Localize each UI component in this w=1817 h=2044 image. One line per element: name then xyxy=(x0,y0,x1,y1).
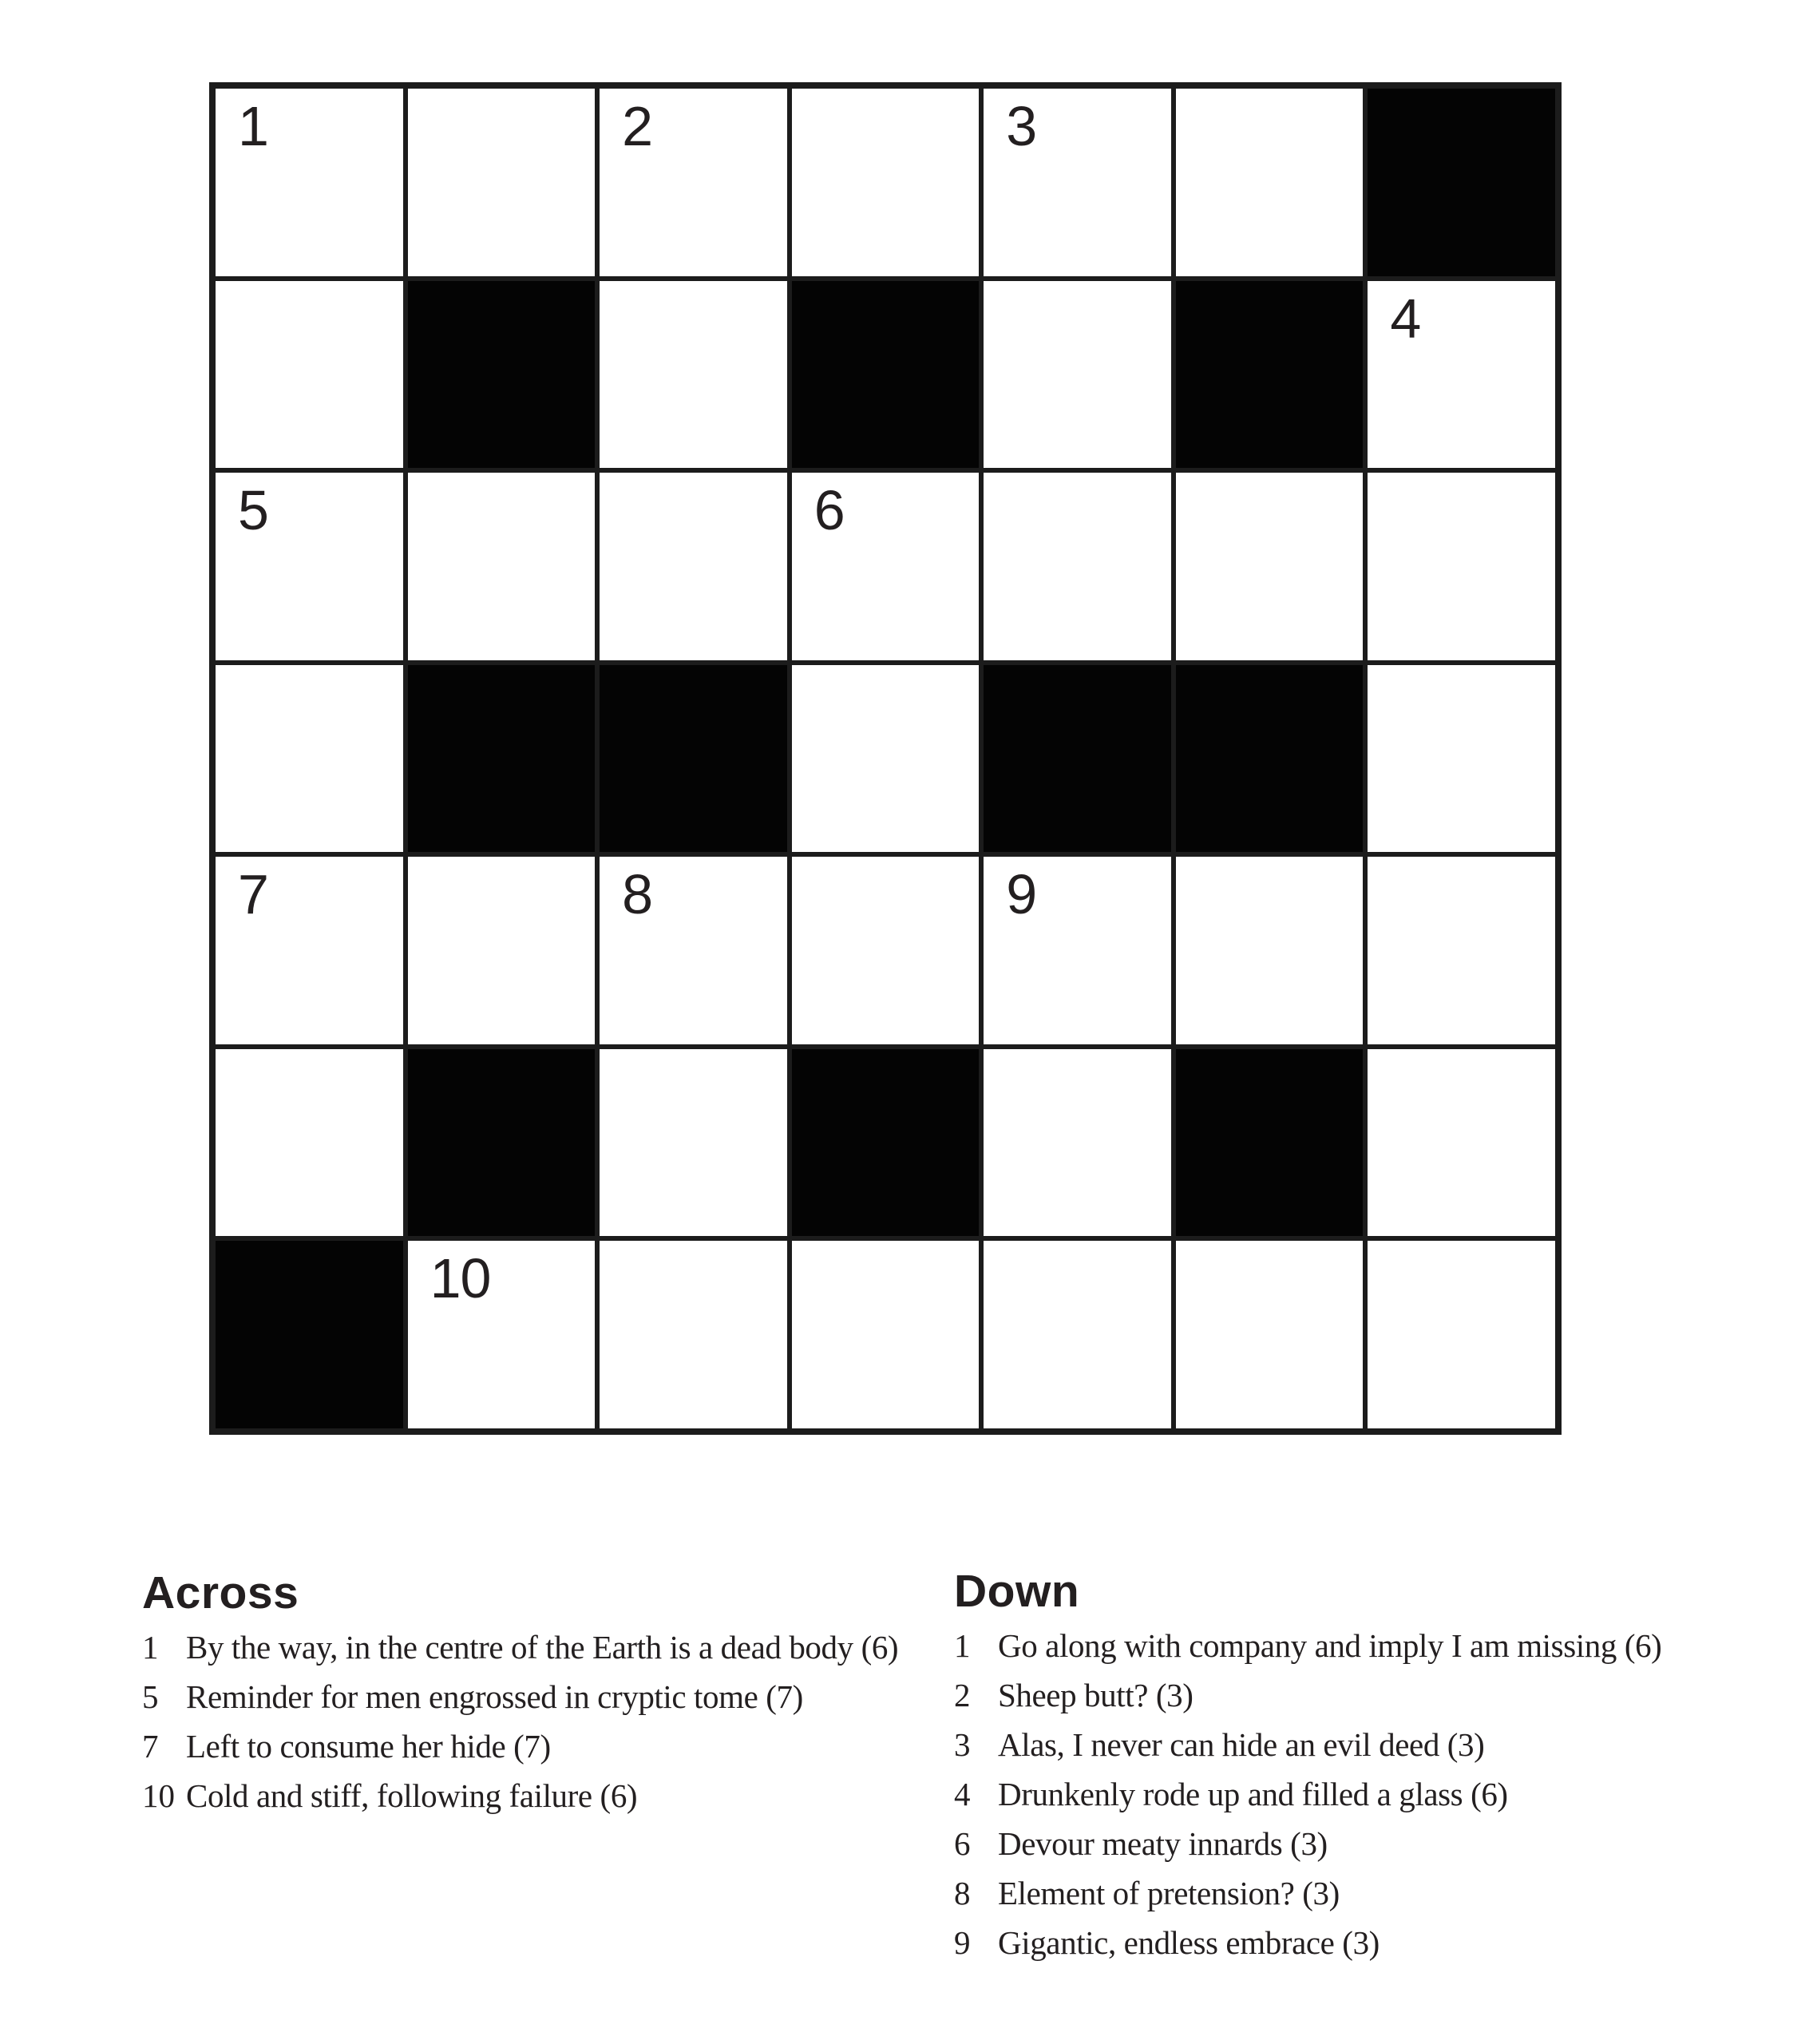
cell-number: 10 xyxy=(430,1247,491,1310)
cell-number: 5 xyxy=(238,479,268,542)
grid-cell[interactable] xyxy=(984,1049,1171,1237)
grid-cell[interactable] xyxy=(1176,473,1364,660)
clue-text: Devour meaty innards (3) xyxy=(998,1825,1328,1862)
grid-cell[interactable] xyxy=(600,1049,787,1237)
clue-down-8 xyxy=(954,1868,1661,1918)
grid-cell-black xyxy=(216,1241,403,1428)
grid-cell[interactable] xyxy=(1176,89,1364,276)
across-clue-list xyxy=(142,1622,898,1820)
clue-number: 8 xyxy=(954,1875,971,1911)
grid-cell-black xyxy=(792,281,980,469)
grid-cell[interactable] xyxy=(600,857,787,1044)
clue-across-5 xyxy=(142,1672,898,1721)
grid-cell[interactable] xyxy=(792,473,980,660)
cell-number: 8 xyxy=(622,863,653,926)
grid-cell[interactable] xyxy=(600,89,787,276)
clue-number: 1 xyxy=(142,1629,159,1666)
clue-text: Go along with company and imply I am missing (6) xyxy=(998,1627,1662,1664)
across-heading: Across xyxy=(142,1567,299,1618)
grid-cell[interactable] xyxy=(600,281,787,469)
grid-cell[interactable] xyxy=(1368,665,1555,853)
grid-cell-black xyxy=(408,665,596,853)
grid-cell-black xyxy=(984,665,1171,853)
clue-down-9 xyxy=(954,1918,1661,1967)
grid-cell[interactable] xyxy=(1368,1241,1555,1428)
across-clues-section xyxy=(142,1568,898,1820)
grid-cell[interactable] xyxy=(792,857,980,1044)
grid-cell[interactable] xyxy=(216,665,403,853)
clue-text: Cold and stiff, following failure (6) xyxy=(186,1777,638,1814)
cell-number: 2 xyxy=(622,95,653,157)
clue-text: Reminder for men engrossed in cryptic tome (7) xyxy=(186,1678,803,1715)
clue-text: Element of pretension? (3) xyxy=(998,1875,1340,1911)
grid-cell[interactable] xyxy=(216,281,403,469)
grid-cell[interactable] xyxy=(216,1049,403,1237)
grid-cell[interactable] xyxy=(984,281,1171,469)
grid-cell[interactable] xyxy=(792,665,980,853)
cell-number: 7 xyxy=(238,863,268,926)
cell-number: 9 xyxy=(1006,863,1037,926)
clue-down-4 xyxy=(954,1769,1661,1819)
down-clue-list xyxy=(954,1621,1661,1967)
grid-cell-black xyxy=(1176,665,1364,853)
clue-number: 5 xyxy=(142,1678,159,1715)
grid-cell[interactable] xyxy=(792,1241,980,1428)
grid-cell-black xyxy=(600,665,787,853)
clue-text: Left to consume her hide (7) xyxy=(186,1728,551,1765)
clue-across-1 xyxy=(142,1622,898,1672)
clue-number: 7 xyxy=(142,1728,159,1765)
grid-cell-black xyxy=(408,1049,596,1237)
crossword-grid xyxy=(209,82,1562,1435)
grid-cell[interactable] xyxy=(600,1241,787,1428)
down-heading: Down xyxy=(954,1566,1080,1617)
grid-cell-black xyxy=(1368,89,1555,276)
grid-cell[interactable] xyxy=(408,473,596,660)
grid-cell[interactable] xyxy=(1368,281,1555,469)
cell-number: 3 xyxy=(1006,95,1037,157)
grid-cell[interactable] xyxy=(1176,857,1364,1044)
clue-number: 9 xyxy=(954,1924,971,1961)
grid-cell[interactable] xyxy=(984,89,1171,276)
grid-cell-black xyxy=(1176,281,1364,469)
grid-cell[interactable] xyxy=(984,473,1171,660)
clue-down-1 xyxy=(954,1621,1661,1670)
grid-cell[interactable] xyxy=(216,857,403,1044)
grid-cell-black xyxy=(408,281,596,469)
grid-cell[interactable] xyxy=(408,1241,596,1428)
clue-down-2 xyxy=(954,1670,1661,1720)
clue-number: 6 xyxy=(954,1825,971,1862)
grid-cell[interactable] xyxy=(984,857,1171,1044)
clue-text: By the way, in the centre of the Earth is a dead body (6) xyxy=(186,1629,899,1666)
grid-cell-black xyxy=(1176,1049,1364,1237)
clue-text: Sheep butt? (3) xyxy=(998,1677,1194,1713)
clue-text: Drunkenly rode up and filled a glass (6) xyxy=(998,1776,1508,1812)
grid-cell[interactable] xyxy=(216,89,403,276)
grid-cell[interactable] xyxy=(1368,857,1555,1044)
clue-number: 3 xyxy=(954,1726,971,1763)
clue-number: 1 xyxy=(954,1627,971,1664)
cell-number: 1 xyxy=(238,95,268,157)
grid-cell[interactable] xyxy=(1368,473,1555,660)
grid-cell[interactable] xyxy=(1368,1049,1555,1237)
clue-down-3 xyxy=(954,1720,1661,1769)
grid-cell-black xyxy=(792,1049,980,1237)
grid-cell[interactable] xyxy=(792,89,980,276)
clue-text: Alas, I never can hide an evil deed (3) xyxy=(998,1726,1485,1763)
cell-number: 6 xyxy=(813,479,845,542)
grid-cell[interactable] xyxy=(408,857,596,1044)
clue-number: 10 xyxy=(142,1777,175,1814)
clue-number: 4 xyxy=(954,1776,971,1812)
clue-down-6 xyxy=(954,1819,1661,1868)
grid-cell[interactable] xyxy=(408,89,596,276)
down-clues-section xyxy=(954,1567,1661,1967)
grid-cell[interactable] xyxy=(600,473,787,660)
clue-across-10 xyxy=(142,1771,898,1820)
grid-cell[interactable] xyxy=(1176,1241,1364,1428)
grid-cell[interactable] xyxy=(984,1241,1171,1428)
clue-text: Gigantic, endless embrace (3) xyxy=(998,1924,1380,1961)
clue-across-7 xyxy=(142,1721,898,1771)
grid-cell[interactable] xyxy=(216,473,403,660)
clue-number: 2 xyxy=(954,1677,971,1713)
cell-number: 4 xyxy=(1390,287,1421,350)
